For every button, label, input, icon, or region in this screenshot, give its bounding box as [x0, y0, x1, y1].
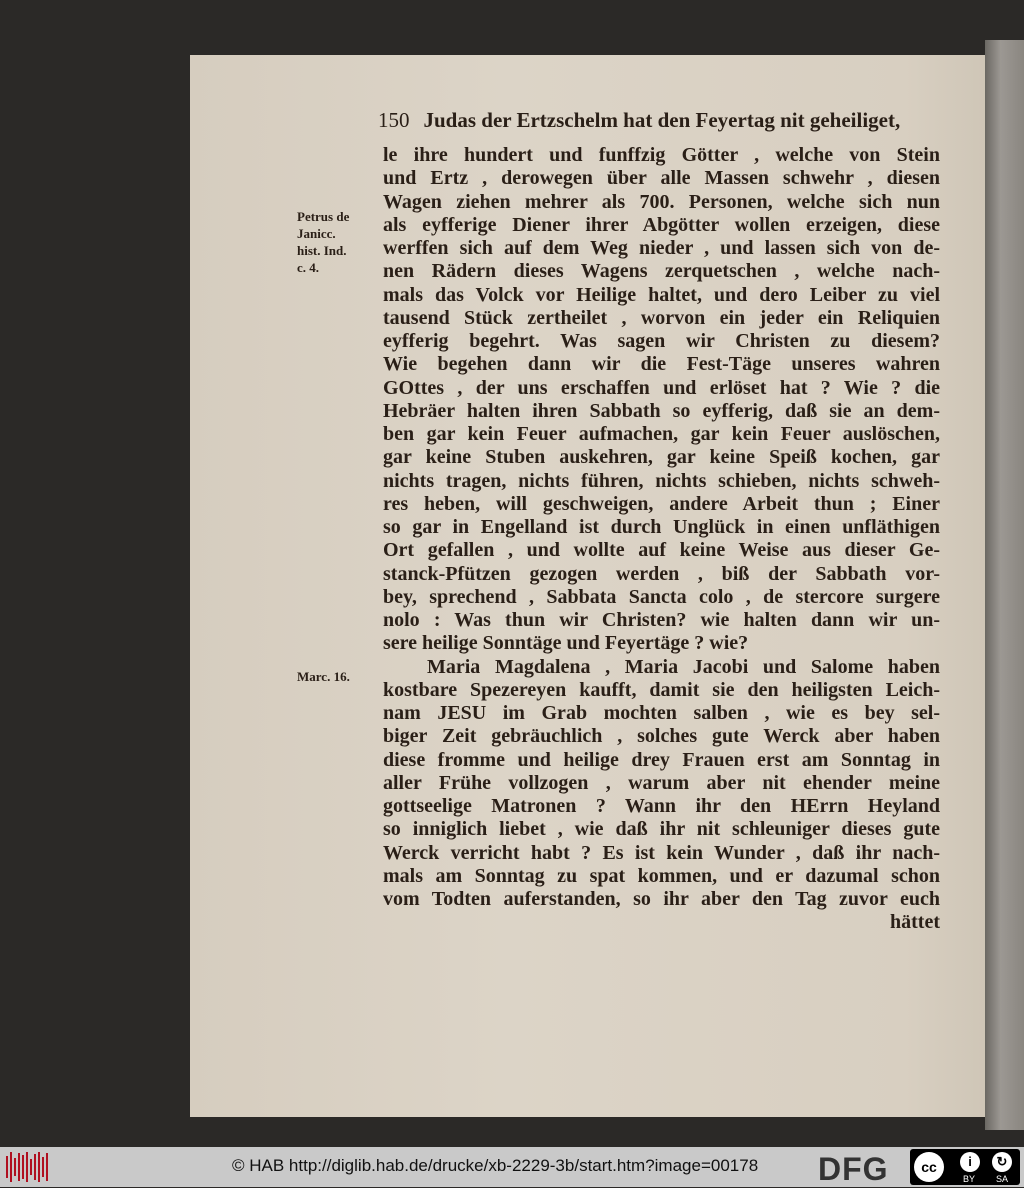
by-person-icon: i	[960, 1152, 980, 1172]
text-line: eyfferig begehrt. Was sagen wir Christen zu diesem?	[383, 330, 940, 352]
note-line: c. 4.	[297, 260, 320, 275]
logo-bar	[18, 1153, 20, 1181]
text-line: und Ertz , derowegen über alle Massen schwehr , diesen	[383, 167, 940, 190]
copyright-link[interactable]: © HAB http://diglib.hab.de/drucke/xb-2229-3b/start.htm?image=00178	[232, 1156, 759, 1175]
text-line: nolo : Was thun wir Christen? wie halten dann wir un-	[383, 609, 940, 631]
cc-icon: cc	[914, 1152, 944, 1182]
logo-bar	[14, 1158, 16, 1176]
note-line: Janicc.	[297, 226, 336, 241]
text-line: so inniglich liebet , wie daß ihr nit schleuniger dieses gute	[383, 818, 940, 841]
text-line: Hebräer halten ihren Sabbath so eyfferig, daß sie an dem-	[383, 399, 940, 422]
sa-label: SA	[996, 1174, 1009, 1184]
text-line: le ihre hundert und funffzig Götter , welche von Stein	[383, 144, 940, 166]
note-line: Petrus de	[297, 209, 350, 224]
note-line: Marc. 16.	[297, 669, 350, 684]
marginal-note	[297, 208, 349, 276]
text-line: nam JESU im Grab mochten salben , wie es bey sel-	[383, 702, 940, 724]
text-line: aller Frühe vollzogen , warum aber nit ehender meine	[383, 771, 940, 794]
marginal-note	[297, 668, 350, 685]
text-line: nen Rädern dieses Wagens zerquetschen , welche nach-	[383, 260, 940, 283]
text-line: nichts tragen, nichts führen, nichts schieben, nichts schweh-	[383, 469, 940, 492]
text-line: hättet	[890, 911, 940, 934]
footer-bar	[0, 1147, 1024, 1187]
text-line: stanck-Pfützen gezogen werden , biß der Sabbath vor-	[383, 562, 940, 585]
text-line: mals am Sonntag zu spat kommen, und er dazumal schon	[383, 864, 940, 887]
logo-bar	[6, 1156, 8, 1178]
adjacent-page-edge	[985, 40, 1024, 1130]
logo-bar	[30, 1159, 32, 1175]
text-line: Maria Magdalena , Maria Jacobi und Salome haben	[427, 655, 940, 678]
logo-bar	[10, 1152, 12, 1182]
text-line: gar keine Stuben auskehren, gar keine Speiß kochen, gar	[383, 446, 940, 469]
cc-by-sa-icon[interactable]	[910, 1149, 1020, 1185]
text-line: Ort gefallen , und wollte auf keine Weise aus dieser Ge-	[383, 539, 940, 562]
logo-bar	[46, 1153, 48, 1181]
text-line: als eyfferige Diener ihrer Abgötter wollen erzeigen, diese	[383, 213, 940, 236]
text-line: Werck verricht habt ? Es ist kein Wunder , daß ihr nach-	[383, 841, 940, 864]
text-line: diese fromme und heilige drey Frauen erst am Sonntag in	[383, 748, 940, 771]
hab-logo-icon[interactable]	[6, 1152, 48, 1182]
note-line: hist. Ind.	[297, 243, 347, 258]
text-line: gottseelige Matronen ? Wann ihr den HErrn Heyland	[383, 795, 940, 817]
text-line: Wie begehen dann wir die Fest-Täge unseres wahren	[383, 353, 940, 376]
text-line: biger Zeit gebräuchlich , solches gute Werck aber haben	[383, 725, 940, 748]
text-line: tausend Stück zertheilet , worvon ein jeder ein Reliquien	[383, 306, 940, 329]
sa-icon: ↻	[992, 1152, 1012, 1172]
logo-bar	[22, 1155, 24, 1179]
text-line: res heben, will geschweigen, andere Arbeit thun ; Einer	[383, 492, 940, 515]
page-number: 150	[378, 108, 410, 132]
text-line: GOttes , der uns erschaffen und erlöset hat ? Wie ? die	[383, 376, 940, 399]
text-line: sere heilige Sonntäge und Feyertäge ? wie?	[383, 632, 749, 655]
running-title: Judas der Ertzschelm hat den Feyertag nit geheiliget,	[423, 108, 901, 132]
text-line: mals das Volck vor Heilige haltet, und dero Leiber zu viel	[383, 283, 940, 306]
text-line: Wagen ziehen mehrer als 700. Personen, welche sich nun	[383, 190, 940, 213]
text-line: bey, sprechend , Sabbata Sancta colo , de stercore surgere	[383, 585, 940, 608]
text-line: werffen sich auf dem Weg nieder , und lassen sich von de-	[383, 237, 940, 259]
text-line: kostbare Spezereyen kaufft, damit sie den heiligsten Leich-	[383, 678, 940, 701]
dfg-logo-icon[interactable]: DFG	[818, 1151, 889, 1187]
running-header	[378, 108, 948, 133]
body-text	[383, 144, 940, 935]
text-line: so gar in Engelland ist durch Unglück in einen unfläthigen	[383, 516, 940, 538]
logo-bar	[42, 1157, 44, 1177]
logo-bar	[34, 1154, 36, 1180]
logo-bar	[26, 1152, 28, 1182]
logo-bar	[38, 1152, 40, 1182]
by-label: BY	[963, 1174, 976, 1184]
text-line: vom Todten auferstanden, so ihr aber den Tag zuvor euch	[383, 888, 940, 910]
text-line: ben gar kein Feuer aufmachen, gar kein Feuer auslöschen,	[383, 423, 940, 445]
